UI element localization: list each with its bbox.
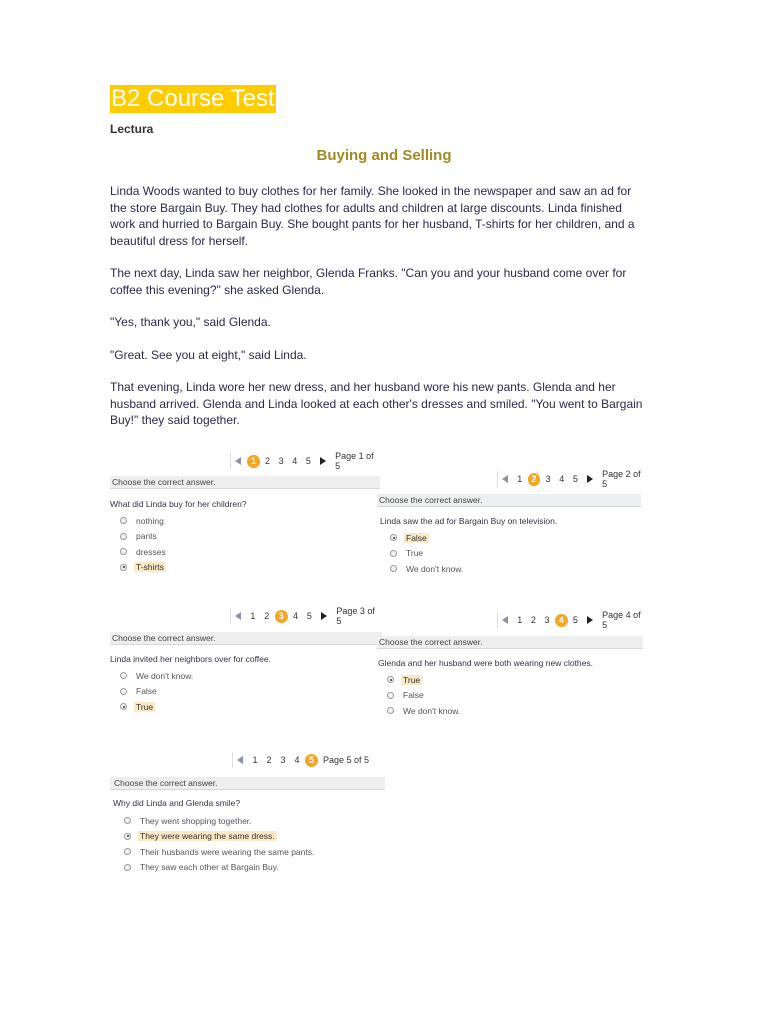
answer-option[interactable]: [120, 544, 168, 560]
divider: [232, 752, 233, 768]
page-number[interactable]: 3: [545, 474, 551, 484]
answer-option[interactable]: [390, 530, 465, 546]
option-label: False: [406, 532, 427, 543]
question-text: Why did Linda and Glenda smile?: [113, 798, 241, 808]
page-number[interactable]: 5: [572, 615, 578, 625]
page-number[interactable]: 1: [517, 474, 523, 484]
radio-button[interactable]: [124, 864, 131, 871]
pager: [497, 471, 647, 487]
radio-button[interactable]: [120, 672, 127, 679]
option-label: They saw each other at Bargain Buy.: [140, 862, 279, 873]
instruction-bar: Choose the correct answer.: [110, 476, 380, 489]
quiz-panel-4: [377, 612, 647, 722]
page-number[interactable]: 2: [530, 615, 536, 625]
page-number[interactable]: 3: [275, 610, 288, 623]
page-number[interactable]: 5: [305, 754, 318, 767]
page-number[interactable]: 5: [306, 611, 312, 621]
answer-options: [390, 530, 465, 577]
page-number[interactable]: 5: [305, 456, 311, 466]
option-label: True: [136, 701, 154, 712]
page-number[interactable]: 3: [544, 615, 550, 625]
divider: [497, 471, 498, 487]
radio-button[interactable]: [124, 848, 131, 855]
instruction-bar: Choose the correct answer.: [377, 636, 643, 649]
instruction-bar: Choose the correct answer.: [110, 632, 382, 645]
answer-option[interactable]: [390, 561, 465, 577]
radio-button[interactable]: [120, 703, 127, 710]
page-number[interactable]: 4: [294, 755, 300, 765]
option-label: False: [403, 690, 424, 701]
radio-button[interactable]: [390, 534, 397, 541]
next-page-icon[interactable]: [587, 616, 593, 624]
pager: [232, 752, 369, 768]
option-label: Their husbands were wearing the same pants.: [140, 846, 315, 857]
divider: [497, 612, 498, 628]
radio-button[interactable]: [120, 533, 127, 540]
answer-options: [124, 813, 316, 875]
prev-page-icon[interactable]: [235, 457, 241, 465]
answer-options: [120, 513, 168, 575]
radio-button[interactable]: [390, 550, 397, 557]
page-number[interactable]: 4: [555, 614, 568, 627]
page-number[interactable]: 4: [292, 456, 298, 466]
page-number[interactable]: 5: [572, 474, 578, 484]
option-label: They went shopping together.: [140, 815, 252, 826]
paragraph: Linda Woods wanted to buy clothes for her family. She looked in the newspaper and saw an ad for the store Bargain Buy. They had clothes for adults and children at large discounts. Linda finished work and hurried to Bargain Buy. She bought pants for her husband, T-shirts for her children, and a beautiful dress for herself.: [110, 184, 635, 248]
reading-heading: Buying and Selling: [316, 147, 452, 164]
radio-button[interactable]: [120, 517, 127, 524]
instruction-bar: Choose the correct answer.: [377, 494, 641, 507]
answer-option[interactable]: [124, 829, 316, 845]
radio-button[interactable]: [387, 707, 394, 714]
answer-option[interactable]: [124, 860, 316, 876]
paragraph: That evening, Linda wore her new dress, and her husband wore his new pants. Glenda and her husband arrived. Glenda and Linda looked at each other's dresses and smiled. "You went to Bargain Buy!" they said together.: [110, 380, 643, 427]
radio-button[interactable]: [120, 688, 127, 695]
option-label: We don't know.: [406, 563, 464, 574]
page-number[interactable]: 1: [250, 611, 256, 621]
section-subtitle: Lectura: [110, 122, 154, 136]
page-number[interactable]: 4: [559, 474, 565, 484]
quiz-panel-5: [110, 752, 390, 882]
radio-button[interactable]: [390, 565, 397, 572]
prev-page-icon[interactable]: [502, 475, 508, 483]
answer-options: [387, 672, 462, 719]
page-number[interactable]: 1: [252, 755, 258, 765]
answer-option[interactable]: [120, 699, 195, 715]
next-page-icon[interactable]: [321, 612, 327, 620]
paragraph: The next day, Linda saw her neighbor, Glenda Franks. "Can you and your husband come over for coffee this evening?" she asked Glenda.: [110, 266, 627, 297]
question-text: Linda saw the ad for Bargain Buy on television.: [380, 516, 558, 526]
page-number[interactable]: 3: [278, 456, 284, 466]
answer-option[interactable]: [124, 844, 316, 860]
divider: [230, 453, 231, 469]
answer-options: [120, 668, 195, 715]
answer-option[interactable]: [120, 529, 168, 545]
next-page-icon[interactable]: [587, 475, 593, 483]
question-text: What did Linda buy for her children?: [110, 499, 247, 509]
pager: [230, 453, 380, 469]
answer-option[interactable]: [387, 672, 462, 688]
question-text: Glenda and her husband were both wearing new clothes.: [378, 658, 594, 668]
page-number[interactable]: 2: [264, 611, 270, 621]
prev-page-icon[interactable]: [235, 612, 241, 620]
page-number[interactable]: 3: [280, 755, 286, 765]
page-number[interactable]: 1: [517, 615, 523, 625]
option-label: pants: [136, 531, 157, 542]
answer-option[interactable]: [390, 546, 465, 562]
option-label: True: [403, 674, 421, 685]
paragraph: "Great. See you at eight," said Linda.: [110, 347, 307, 362]
divider: [230, 608, 231, 624]
page-indicator: Page 5 of 5: [323, 755, 370, 765]
radio-button[interactable]: [120, 564, 127, 571]
page-number[interactable]: 1: [247, 455, 260, 468]
page-number[interactable]: 4: [293, 611, 299, 621]
quiz-panel-2: [377, 471, 647, 581]
radio-button[interactable]: [387, 676, 394, 683]
option-label: False: [136, 686, 157, 697]
page-indicator: Page 2 of 5: [602, 469, 641, 489]
radio-button[interactable]: [124, 817, 131, 824]
option-label: We don't know.: [403, 705, 461, 716]
option-label: We don't know.: [136, 670, 194, 681]
answer-option[interactable]: [120, 513, 168, 529]
page-indicator: Page 3 of 5: [336, 606, 375, 626]
instruction-bar: Choose the correct answer.: [110, 777, 385, 790]
prev-page-icon[interactable]: [237, 756, 243, 764]
pager: [230, 608, 382, 624]
radio-button[interactable]: [387, 692, 394, 699]
page-indicator: Page 4 of 5: [602, 610, 641, 630]
option-label: nothing: [136, 515, 164, 526]
answer-option[interactable]: [387, 703, 462, 719]
prev-page-icon[interactable]: [502, 616, 508, 624]
pager: [497, 612, 647, 628]
answer-option[interactable]: [387, 688, 462, 704]
next-page-icon[interactable]: [320, 457, 326, 465]
option-label: dresses: [136, 546, 166, 557]
page-title: B2 Course Test: [111, 85, 275, 112]
radio-button[interactable]: [120, 548, 127, 555]
page-number[interactable]: 2: [528, 473, 541, 486]
answer-option[interactable]: [124, 813, 316, 829]
page-number[interactable]: 2: [264, 456, 270, 466]
paragraph: "Yes, thank you," said Glenda.: [110, 315, 271, 329]
option-label: T-shirts: [136, 562, 164, 573]
answer-option[interactable]: [120, 684, 195, 700]
quiz-panel-3: [110, 608, 382, 718]
question-text: Linda invited her neighbors over for coffee.: [110, 654, 271, 664]
quiz-panel-1: [110, 453, 380, 583]
option-label: They were wearing the same dress.: [140, 831, 275, 842]
page-number[interactable]: 2: [266, 755, 272, 765]
reading-passage: [110, 183, 650, 445]
option-label: True: [406, 548, 424, 559]
answer-option[interactable]: [120, 560, 168, 576]
answer-option[interactable]: [120, 668, 195, 684]
radio-button[interactable]: [124, 833, 131, 840]
page-indicator: Page 1 of 5: [335, 451, 374, 471]
